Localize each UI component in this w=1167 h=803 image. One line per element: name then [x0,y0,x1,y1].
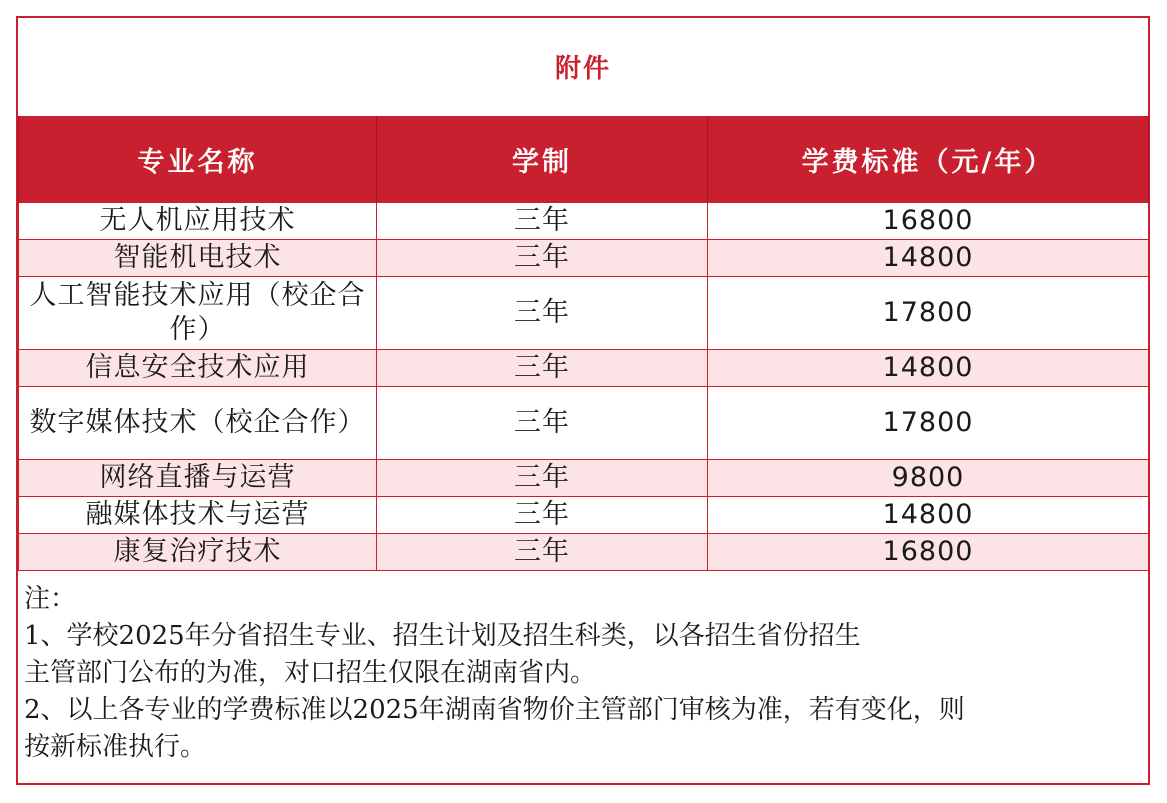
fee-cell: 17800 [708,277,1149,350]
table-row [19,240,1149,277]
fee-cell: 14800 [708,497,1149,534]
attachment-sheet [16,16,1150,785]
page-title: 附件 [554,54,611,84]
note-line: 按新标准执行。 [24,732,207,762]
duration-cell: 三年 [377,240,708,277]
duration-cell: 三年 [377,497,708,534]
table-header-row [19,116,1149,203]
major-cell: 融媒体技术与运营 [19,497,377,534]
major-cell: 无人机应用技术 [19,203,377,240]
fee-cell: 14800 [708,240,1149,277]
major-cell: 人工智能技术应用（校企合作） [19,277,377,350]
fee-cell: 16800 [708,203,1149,240]
table-row [19,387,1149,460]
table-row [19,460,1149,497]
fee-cell: 16800 [708,534,1149,571]
duration-cell: 三年 [377,203,708,240]
notes-section [24,581,1134,766]
duration-cell: 三年 [377,277,708,350]
table-row [19,534,1149,571]
header-fee: 学费标准（元/年） [708,116,1149,203]
table-row [19,203,1149,240]
note-line: 主管部门公布的为准，对口招生仅限在湖南省内。 [24,658,597,688]
major-cell: 数字媒体技术（校企合作） [19,387,377,460]
note-line: 2、以上各专业的学费标准以2025年湖南省物价主管部门审核为准，若有变化，则 [24,695,965,725]
duration-cell: 三年 [377,387,708,460]
fee-cell: 9800 [708,460,1149,497]
major-cell: 智能机电技术 [19,240,377,277]
header-major: 专业名称 [19,116,377,203]
table-row [19,350,1149,387]
major-cell: 康复治疗技术 [19,534,377,571]
fee-cell: 14800 [708,350,1149,387]
table-row [19,497,1149,534]
fee-cell: 17800 [708,387,1149,460]
duration-cell: 三年 [377,534,708,571]
major-cell: 信息安全技术应用 [19,350,377,387]
duration-cell: 三年 [377,460,708,497]
notes-heading: 注： [24,584,77,614]
header-duration: 学制 [377,116,708,203]
tuition-table [18,116,1149,571]
duration-cell: 三年 [377,350,708,387]
table-row [19,277,1149,350]
major-cell: 网络直播与运营 [19,460,377,497]
note-line: 1、学校2025年分省招生专业、招生计划及招生科类，以各招生省份招生 [24,621,861,651]
